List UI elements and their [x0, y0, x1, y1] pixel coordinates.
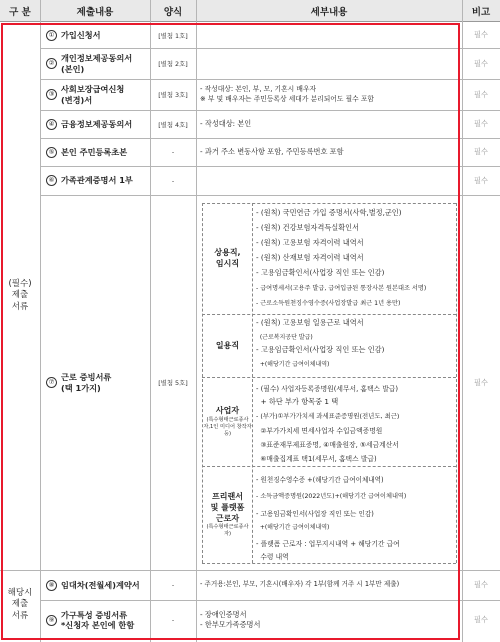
detail-8: - 주거용:본인, 부모, 기혼시(배우자) 각 1부(함께 거주 시 1부만 제출)	[200, 580, 400, 589]
regular-item: - (원칙) 건강보험자격득실확인서	[256, 223, 360, 232]
header-format: 양식	[150, 0, 196, 22]
format-3: [별첨 3호]	[158, 91, 188, 99]
note-6: 필수	[474, 175, 488, 185]
work-type-freelancer: 프리랜서 및 플랫폼 근로자 (특수형태근로종사자)	[206, 492, 249, 538]
regular-item: - 고용임금확인서(사업장 직인 또는 인감)	[256, 268, 385, 277]
work-type-daily: 일용직	[215, 340, 240, 350]
regular-item: - (원칙) 국민연금 가입 증명서(사학,별정,군인)	[256, 208, 402, 217]
work-type-business: 사업자 (특수형태근로종사자,1인 미디어 창작자등)	[203, 406, 252, 437]
category-required: (필수) 제출 서류	[8, 278, 32, 312]
note-4: 필수	[474, 119, 488, 128]
note-3: 필수	[474, 89, 488, 99]
format-6: -	[171, 176, 175, 185]
regular-item: - 급여명세서(고용주 발급, 급여입금된 통장사본 원본대조 서명)	[256, 285, 427, 292]
freelancer-item: - 소득금액증명원(2022년도)+(해당기간 급여이체내역)	[256, 493, 407, 500]
business-item: - (필수) 사업자등록증명원(세무서, 홈택스 발급)	[256, 385, 399, 393]
format-7: [별첨 5호]	[158, 379, 188, 387]
format-4: [별첨 4호]	[158, 120, 188, 129]
daily-item: +(해당기간 급여이체내역)	[256, 361, 330, 368]
note-9: 필수	[474, 615, 488, 624]
note-5: 필수	[474, 147, 488, 156]
daily-item: (근로복지공단 발급)	[256, 334, 313, 341]
note-1: 필수	[474, 30, 488, 39]
work-type-regular: 상용직, 임시직	[214, 248, 241, 268]
row-resident-registration: ⑤ 본인 주민등록초본	[40, 138, 150, 166]
format-5: -	[171, 148, 175, 156]
regular-item: - (원칙) 고용보험 자격이력 내역서	[256, 238, 364, 247]
business-item: ②부가가치세 면세사업자 수입금액증명원	[256, 427, 383, 435]
daily-item: - (원칙) 고용보험 일용근로 내역서	[256, 318, 364, 327]
category-conditional: 해당시 제출 서류	[7, 587, 33, 621]
detail-9: - 장애인증명서 - 한부모가족증명서	[200, 609, 261, 629]
business-item: - (부가)①부가가치세 과세표준증명원(전년도, 최근)	[256, 412, 400, 420]
format-9: -	[171, 616, 175, 624]
freelancer-item: 수령 내역	[256, 553, 289, 561]
row-application: ① 가입신청서	[40, 22, 150, 48]
business-item: ③표준재무제표증명, ④매출원장, ⑤세금계산서	[256, 441, 399, 449]
regular-item: - 근로소득원천징수영수증(사업장발급 최근 1년 용만)	[256, 300, 401, 307]
freelancer-item: - 원천징수영수증 +(해당기간 급여이체내역)	[256, 476, 384, 484]
row-privacy-consent: ② 개인정보제공동의서 (본인)	[40, 48, 150, 79]
row-social-security-application: ③ 사회보장급여신청 (변경)서	[40, 79, 150, 110]
header-note: 비고	[462, 0, 500, 22]
business-item: + 하단 부가 항목중 1 택	[256, 397, 339, 406]
header-content: 제출내용	[40, 0, 150, 22]
row-lease-contract: ⑧ 임대차(전월세)계약서	[40, 570, 150, 600]
row-financial-consent: ④ 금융정보제공동의서	[40, 110, 150, 138]
header-category: 구 분	[0, 0, 40, 22]
detail-4: - 작성대상: 본인	[200, 118, 252, 128]
detail-5: - 과거 주소 변동사항 포함, 주민등록번호 포함	[200, 146, 344, 156]
row-family-relation: ⑥ 가족관계증명서 1부	[40, 166, 150, 195]
business-item: ⑥매출집계표 택1(세무서, 홈택스 발급)	[256, 455, 377, 463]
row-work-proof: ⑦ 근로 증빙서류 (택 1가지)	[40, 195, 150, 570]
highlight-frame	[1, 23, 460, 640]
format-8: -	[171, 581, 175, 589]
header-detail: 세부내용	[196, 0, 462, 22]
freelancer-item: +(해당기간 급여이체내역)	[256, 524, 330, 531]
note-8: 필수	[474, 580, 488, 589]
detail-3: - 작성대상: 본인, 부, 모, 기혼시 배우자 ※ 부 및 배우자는 주민등록상 세대가 분리되어도 필수 포함	[200, 84, 374, 103]
note-2: 필수	[474, 58, 488, 68]
daily-item: - 고용임금확인서(사업장 직인 또는 인감)	[256, 345, 385, 354]
note-7: 필수	[474, 377, 488, 387]
freelancer-item: - 플랫폼 근로자 : 업무지시내역 + 해당기간 급여	[256, 540, 400, 548]
freelancer-item: - 고용임금확인서(사업장 직인 또는 인감)	[256, 510, 374, 518]
format-2: [별첨 2호]	[158, 60, 188, 68]
regular-item: - (원칙) 산재보험 자격이력 내역서	[256, 253, 364, 262]
format-1: [별첨 1호]	[158, 31, 188, 40]
row-household-proof: ⑨ 가구특성 증빙서류 *신청자 본인에 한함	[40, 600, 150, 640]
